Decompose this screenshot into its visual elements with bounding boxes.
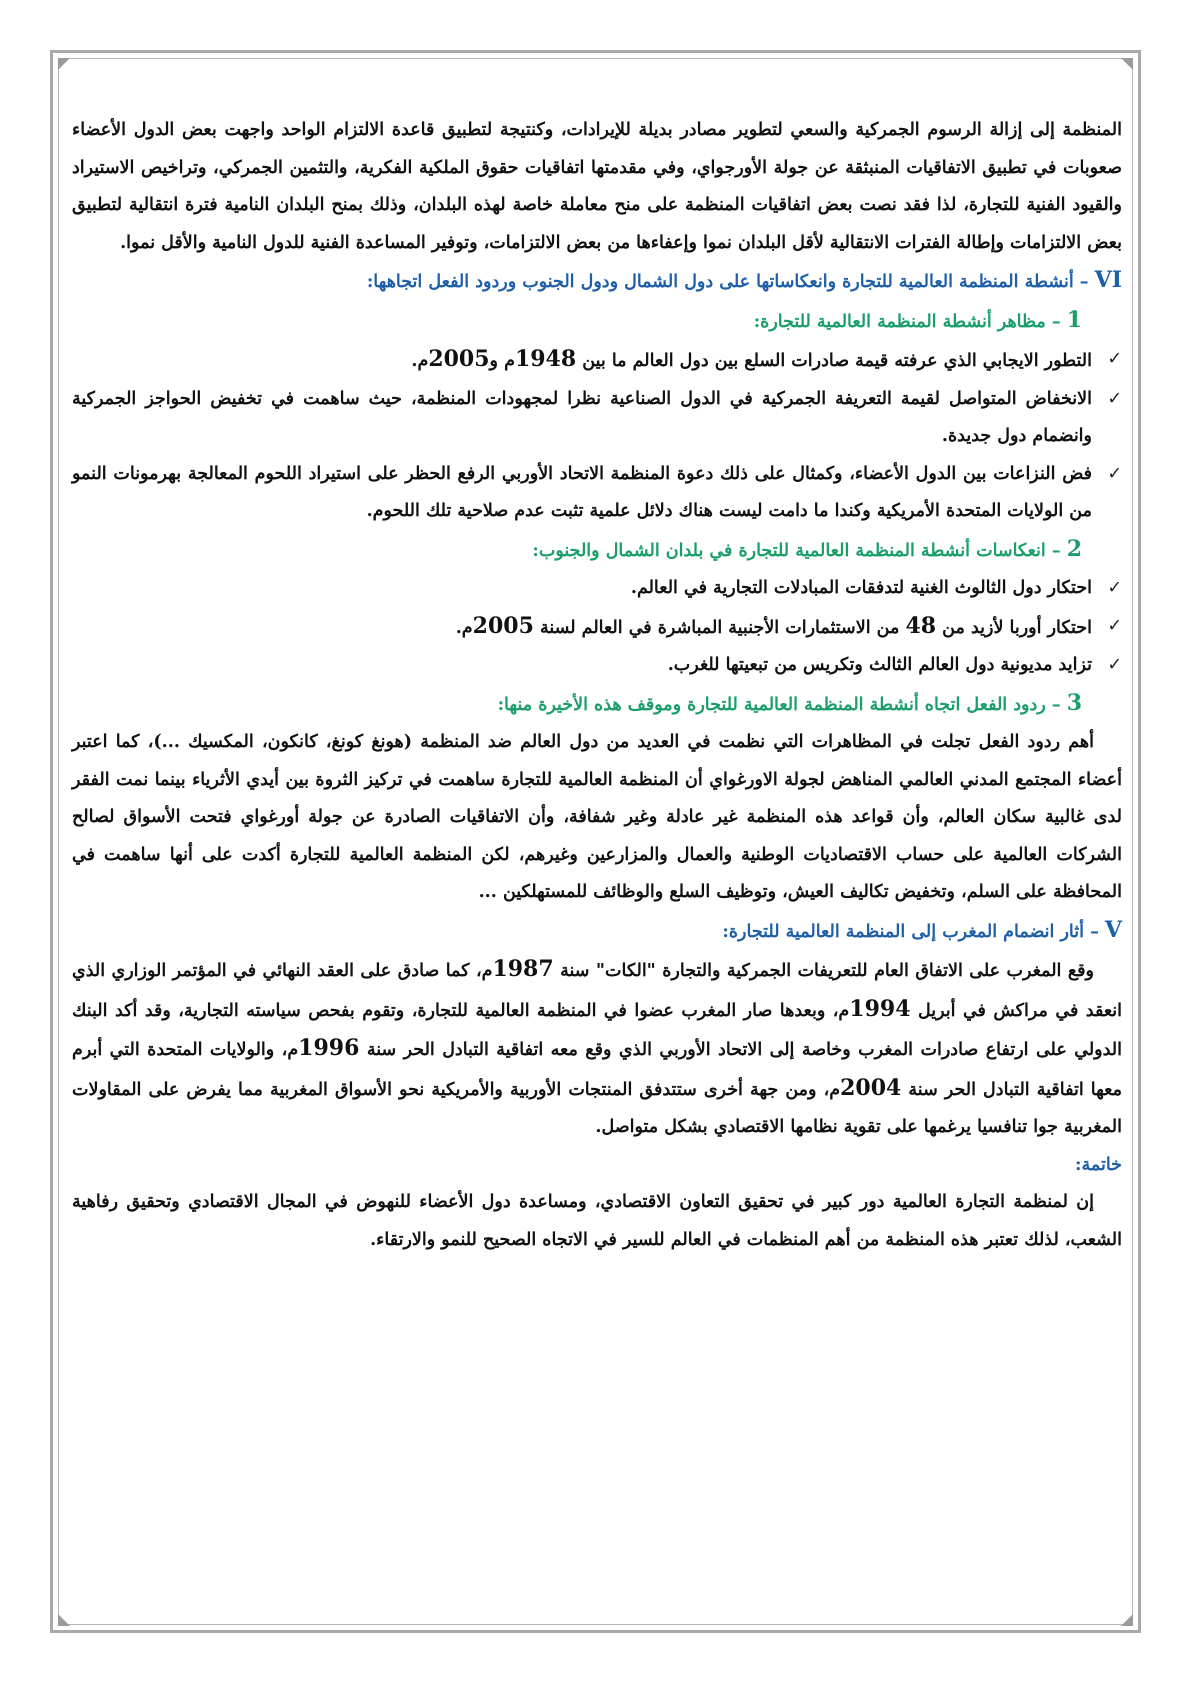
- section-vi-number: VI: [1094, 267, 1122, 293]
- sub2-list-item: ✓ احتكار دول الثالوث الغنية لتدفقات المبادلات التجارية في العالم.: [72, 570, 1122, 608]
- corner-ornament-top-left: [58, 58, 70, 70]
- sub2-heading: [72, 531, 1122, 571]
- corner-ornament-bottom-left: [58, 1614, 70, 1626]
- sub1-list-item: ✓ التطور الايجابي الذي عرفته قيمة صادرات السلع بين دول العالم ما بين 1948م و2005م.: [72, 341, 1122, 381]
- conclusion-paragraph: إن لمنظمة التجارة العالمية دور كبير في تحقيق التعاون الاقتصادي، ومساعدة دول الأعضاء للنهوض في المجال الاقتصادي وتحقيق رفاهية الشعب، لذلك تعتبر هذه المنظمة من أهم المنظمات في العالم للسير في الاتجاه الصحيح للنمو والارتقاء.: [72, 1192, 1122, 1250]
- check-icon: ✓: [1107, 578, 1122, 598]
- check-icon: ✓: [1107, 463, 1122, 484]
- sub3-paragraph: أهم ردود الفعل تجلت في المظاهرات التي نظمت في العديد من دول العالم ضد المنظمة (هونغ كونغ، كانكون، المكسيك ...)، كما اعتبر أعضاء المجتمع المدني العالمي المناهض لجولة الاورغواي أن المنظمة العالمية للتجارة ساهمت في تركيز الثروة بين أيدي الأثرياء بينما نمت الفقر لدى غالبية سكان العالم، وأن قواعد هذه المنظمة غير عادلة وغير شفافة، وأن الاتفاقيات الصادرة عن جولة أورغواي فتحت الأسواق لصالح الشركات العالمية على حساب الاقتصاديات الوطنية والعمال والمزارعين وغيرهم، لكن المنظمة العالمية للتجارة أكدت على أنها ساهمت في المحافظة على السلم، وتخفيض تكاليف العيش، وتوظيف السلع والوظائف للمستهلكين ...: [72, 732, 1122, 902]
- section-v-paragraph: وقع المغرب على الاتفاق العام للتعريفات الجمركية والتجارة "الكات" سنة 1987م، كما صادق على العقد النهائي في المؤتمر الوزاري الذي انعقد في مراكش في أبريل 1994م، وبعدها صار المغرب عضوا في المنظمة العالمية للتجارة، وتقوم بفحص سياسته التجارية، وقد أكد البنك الدولي على ارتفاع صادرات المغرب وخاصة إلى الاتحاد الأوربي الذي وقع معه اتفاقية التبادل الحر سنة 1996م، والولايات المتحدة التي أبرم معها اتفاقية التبادل الحر سنة 2004م، ومن جهة أخرى ستتدفق المنتجات الأوربية والأمريكية نحو الأسواق المغربية مما يفرض على المقاولات المغربية جوا تنافسيا يرغمها على تقوية نظامها الاقتصادي بشكل متواصل.: [72, 956, 1122, 1137]
- conclusion-heading: خاتمة:: [1075, 1154, 1122, 1175]
- sub2-title: – انعكاسات أنشطة المنظمة العالمية للتجارة في بلدان الشمال والجنوب:: [532, 540, 1067, 561]
- sub2-list-item: ✓ تزايد مديونية دول العالم الثالث وتكريس من تبعيتها للغرب.: [72, 647, 1122, 685]
- sub2-number: 2: [1066, 535, 1082, 562]
- section-v-title: – أثار انضمام المغرب إلى المنظمة العالمية للتجارة:: [722, 921, 1105, 942]
- section-vi-title: – أنشطة المنظمة العالمية للتجارة وانعكاساتها على دول الشمال ودول الجنوب وردود الفعل اتجاهها:: [366, 272, 1095, 292]
- sub3-heading: [72, 685, 1122, 725]
- sub1-number: 1: [1066, 306, 1082, 333]
- corner-ornament-top-right: [1121, 58, 1133, 70]
- corner-ornament-bottom-right: [1121, 1614, 1133, 1626]
- section-v-number: V: [1104, 916, 1122, 943]
- section-vi-heading: [72, 262, 1122, 302]
- sub3-title: – ردود الفعل اتجاه أنشطة المنظمة العالمية للتجارة وموقف هذه الأخيرة منها:: [497, 694, 1067, 715]
- sub1-heading: [72, 302, 1122, 342]
- sub2-list-item: ✓ احتكار أوربا لأزيد من 48 من الاستثمارات الأجنبية المباشرة في العالم لسنة 2005م.: [72, 608, 1122, 648]
- check-icon: ✓: [1107, 615, 1122, 636]
- sub1-title: – مظاهر أنشطة المنظمة العالمية للتجارة:: [753, 311, 1067, 332]
- check-icon: ✓: [1107, 349, 1122, 369]
- check-icon: ✓: [1107, 388, 1122, 409]
- section-v-heading: [72, 912, 1122, 952]
- document-body: [72, 112, 1122, 1259]
- sub3-number: 3: [1066, 689, 1082, 716]
- sub1-list-item: ✓ الانخفاض المتواصل لقيمة التعريفة الجمركية في الدول الصناعية نظرا لمجهودات المنظمة، حيث ساهمت في تخفيض الحواجز الجمركية وانضمام دول جديدة.: [72, 381, 1122, 456]
- sub1-list-item: ✓ فض النزاعات بين الدول الأعضاء، وكمثال على ذلك دعوة المنظمة الاتحاد الأوربي الرفع الحظر على استيراد اللحوم المعالجة بهرمونات النمو من الولايات المتحدة الأمريكية وكندا ما دامت ليست هناك دلائل علمية تثبت عدم صلاحية تلك اللحوم.: [72, 456, 1122, 531]
- intro-paragraph: المنظمة إلى إزالة الرسوم الجمركية والسعي لتطوير مصادر بديلة للإيرادات، وكنتيجة لتطبيق قاعدة الالتزام الواحد واجهت بعض الدول الأعضاء صعوبات في تطبيق الاتفاقيات المنبثقة عن جولة الأورجواي، وفي مقدمتها اتفاقيات حقوق الملكية الفكرية، والتثمين الجمركي، وتراخيص الاستيراد والقيود الفنية للتجارة، لذا فقد نصت بعض اتفاقيات المنظمة على منح معاملة خاصة لهذه البلدان، وذلك بمنح البلدان النامية فترة انتقالية لتطبيق بعض الالتزامات وإطالة الفترات الانتقالية لأقل البلدان نموا وإعفاءها من بعض الالتزامات، وتوفير المساعدة الفنية للدول النامية والأقل نموا.: [72, 120, 1122, 253]
- check-icon: ✓: [1107, 655, 1122, 675]
